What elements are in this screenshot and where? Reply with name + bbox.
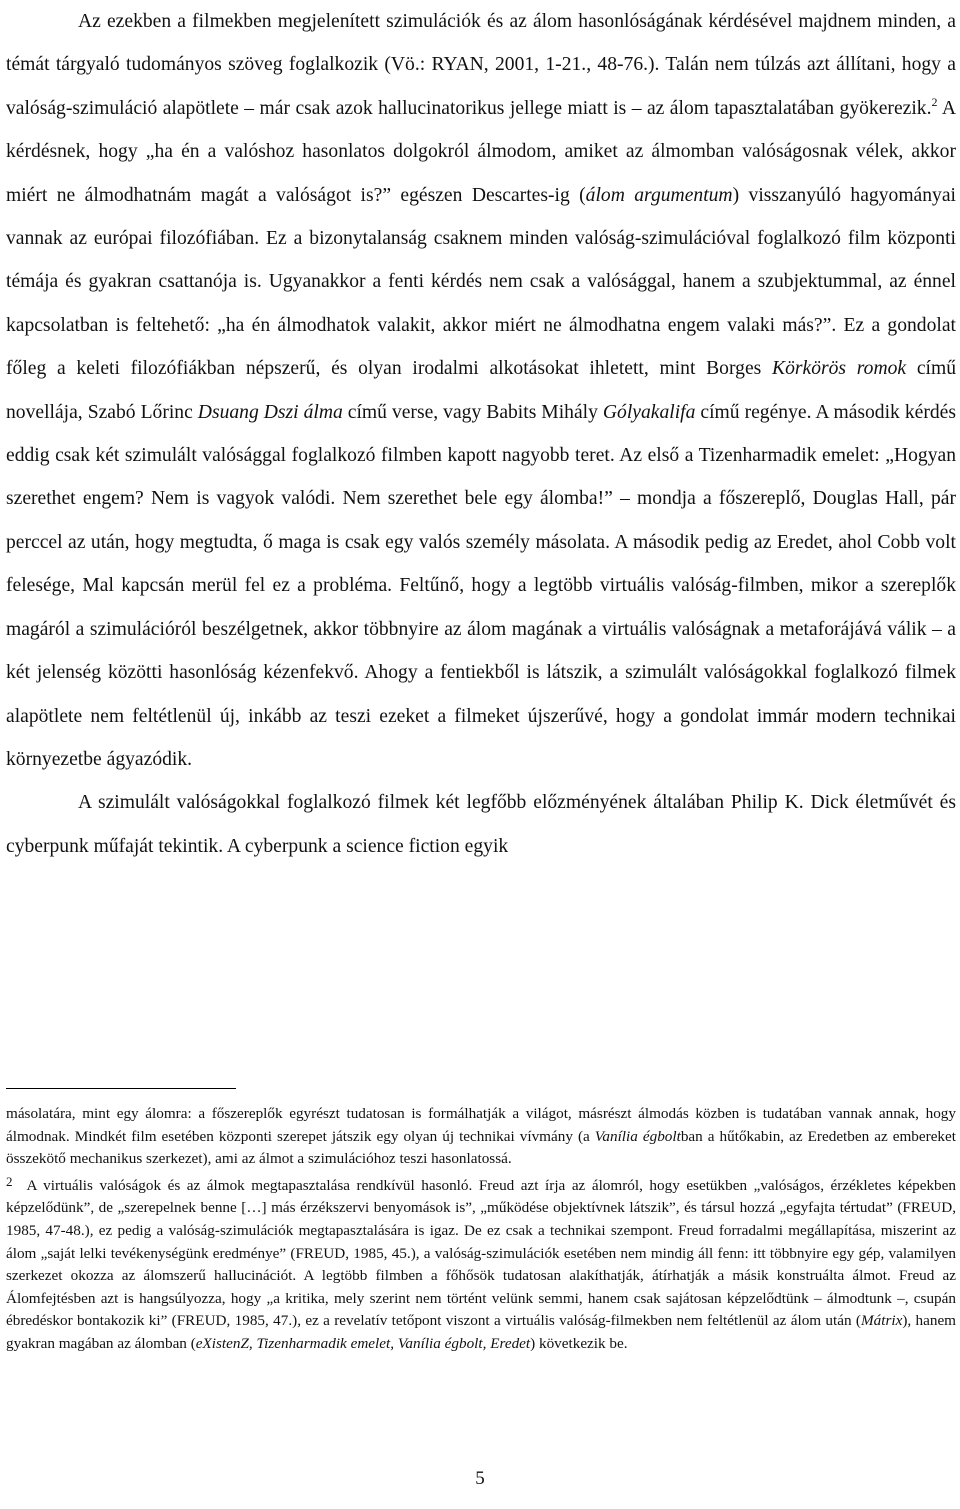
page-number: 5 — [475, 1468, 485, 1489]
italic-title: Gólyakalifa — [602, 401, 696, 423]
italic-title: Dsuang Dszi álma — [197, 401, 343, 423]
text-run: A kérdésnek, hogy „ha én a valóshoz hasonlatos dolgokról álmodom, amiket az álmomban valóságosnak vélek, akkor miért ne álmodhatnám magát a valóságot is?” egészen Descartes-ig ( — [6, 97, 956, 206]
text-run: című regénye. A második kérdés eddig csak két szimulált valósággal foglalkozó filmben kapott nagyobb teret. Az első a Tizenharmadik emelet: „Hogyan szerethet engem? Nem is vagyok valódi. Nem szerethet bele egy álomba!” – mondja a főszereplő, Douglas Hall, pár perccel az után, hogy megtudta, ő maga is csak egy valós személy másolata. A második pedig az Eredet, ahol Cobb volt felesége, Mal kapcsán merül fel ez a probléma. Feltűnő, hogy a legtöbb virtuális valóság-filmben, mikor a szereplők magáról a szimulációról beszélgetnek, akkor többnyire az álom magának a virtuális valóságnak a metaforájává válik – a két jelenség közötti hasonlóság kézenfekvő. Ahogy a fentiekből is látszik, a szimulált valóságokkal foglalkozó filmek alapötlete nem feltétlenül új, inkább az teszi ezeket a filmeket újszerűvé, hogy a gondolat immár modern technikai környezetbe ágyazódik. — [6, 401, 956, 770]
footnote-reference: 2 — [931, 94, 938, 109]
italic-term: álom argumentum — [585, 184, 733, 206]
footnote-2 — [6, 1171, 956, 1356]
italic-title: Körkörös romok — [772, 358, 907, 380]
text-run: ) következik be. — [530, 1334, 628, 1352]
paragraph-2: A szimulált valóságokkal foglalkozó filmek két legfőbb előzményének általában Philip K. Dick életművét és cyberpunk műfaját tekintik. A cyberpunk a science fiction egyik — [6, 792, 956, 857]
text-run: Az ezekben a filmekben megjelenített szimulációk és az álom hasonlóságának kérdésével majdnem minden, a témát tárgyaló tudományos szöveg foglalkozik (Vö.: RYAN, 2001, 1-21., 48-76.). Talán nem túlzás azt állítani, hogy a valóság-szimuláció alapötlete – már csak azok hallucinatorikus jellege miatt is – az álom tapasztalatában gyökerezik. — [6, 11, 956, 119]
text-run: című novellája, Szabó Lőrinc — [6, 358, 956, 423]
paragraph-1 — [6, 0, 956, 781]
text-run: ), hanem gyakran magában az álomban ( — [6, 1312, 956, 1352]
text-run: című verse, vagy Babits Mihály — [342, 401, 603, 423]
footnote-number: 2 — [6, 1173, 13, 1189]
italic-title: eXistenZ, Tizenharmadik emelet, Vanília égbolt, Eredet — [195, 1334, 531, 1352]
italic-title: Vanília égbolt — [594, 1127, 681, 1145]
main-text — [6, 0, 956, 868]
text-run: ) visszanyúló hagyományai vannak az európai filozófiában. Ez a bizonytalanság csaknem minden valóság-szimulációval foglalkozó film központi témája és gyakran csattanója is. Ugyanakkor a fenti kérdés nem csak a valósággal, hanem a szubjektummal, az énnel kapcsolatban is feltehető: „ha én álmodhatok valakit, akkor miért ne álmodhatna engem valaki más?”. Ez a gondolat főleg a keleti filozófiákban népszerű, és olyan irodalmi alkotásokat ihletett, mint Borges — [6, 184, 956, 380]
italic-title: Mátrix — [860, 1312, 903, 1330]
text-run: másolatára, mint egy álomra: a főszereplők egyrészt tudatosan is formálhatják a világot, másrészt álmodás közben is tudatában vannak annak, hogy álmodnak. Mindkét film esetében központi szerepet játszik egy olyan új technikai vívmány (a — [6, 1105, 956, 1145]
text-run: ban a hűtőkabin, az Eredetben az embereket összekötő mechanikus szerkezet), ami az álmot a szimulációhoz teszi hasonlatossá. — [6, 1127, 956, 1168]
footnote-continuation — [6, 1103, 956, 1171]
footnote-separator — [6, 1088, 236, 1089]
text-run: A virtuális valóságok és az álmok megtapasztalása rendkívül hasonló. Freud azt írja az álomról, hogy esetükben „valóságos, érzékletes képekben képzelődünk”, de „szerepelnek benne […] más érzékszervi benyomások is”, „működése objektívnek látszik”, és társul hozzá „egyfajta tértudat” (FREUD, 1985, 47-48.), ez pedig a valóság-szimulációk megtapasztalására is igaz. De ez csak a technikai szempont. Freud forradalmi megállapítása, miszerint az álom „saját lelki tevékenységünk eredménye” (FREUD, 1985, 45.), a valóság-szimulációk esetében nem mindig áll fenn: itt többnyire egy gép, valamilyen szerkezet okozza az álomszerű hallucinációt. A legtöbb filmben a főhősök tudatosan alakíthatják, átírhatják a másik konstruálta álmot. Freud az Álomfejtésben azt is hangsúlyozza, hogy „a kritika, mely szerint nem történt velünk semmi, hanem csak sajátosan képzelődtünk – álmodtunk –, csupán ébredéskor bontakozik ki” (FREUD, 1985, 47.), ez a revelatív tetőpont viszont a virtuális valóság-filmekben nem feltétlenül az álom után ( — [6, 1176, 956, 1330]
footnotes — [6, 1103, 956, 1356]
